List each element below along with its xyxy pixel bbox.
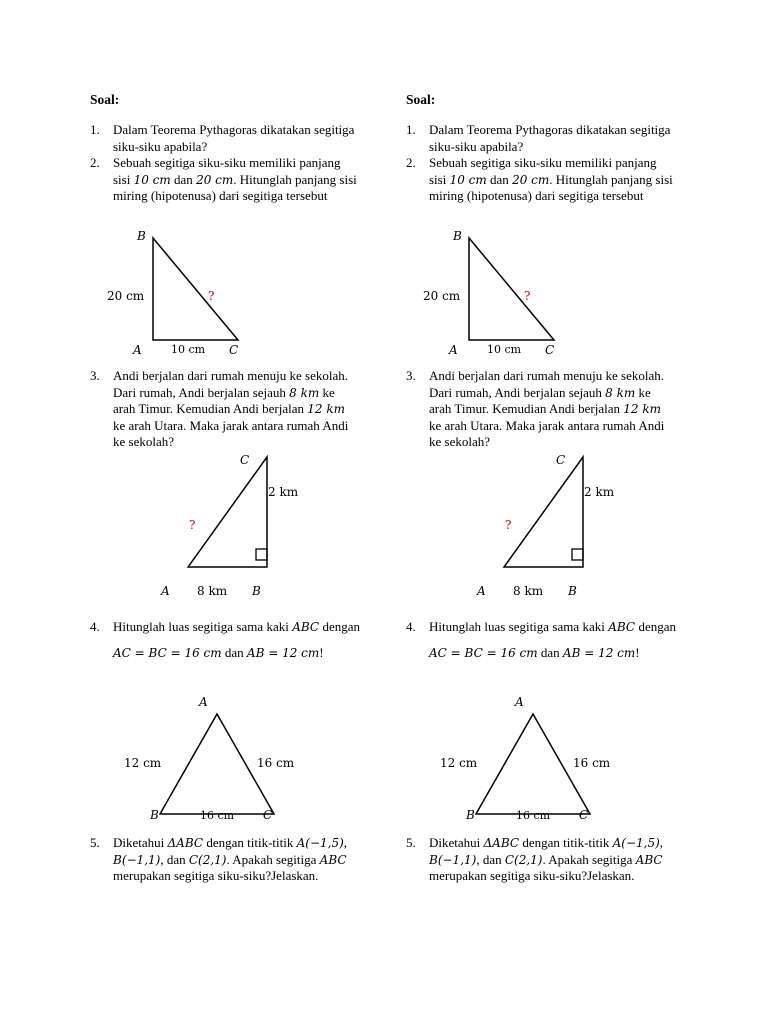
question-number: 3. [406, 368, 416, 383]
side-label-left: 20 cm [423, 289, 461, 303]
vertex-label-b: B [453, 229, 462, 243]
side-label-right: 2 km [584, 485, 615, 499]
vertex-label-a: A [161, 584, 170, 598]
side-label-left: 12 cm [124, 756, 162, 770]
vertex-label-a: A [449, 343, 458, 357]
question-text: Hitunglah luas segitiga sama kaki ABC dengan AC = BC = 16 cm dan AB = 12 cm! [113, 619, 360, 660]
vertex-label-a: A [133, 343, 142, 357]
question-number: 3. [90, 368, 100, 383]
side-label-bottom: 10 cm [487, 343, 522, 356]
vertex-label-c: C [229, 343, 239, 357]
triangle-figure-2 [406, 225, 706, 365]
worksheet-column-left [90, 0, 390, 1024]
question-number: 1. [90, 122, 100, 137]
question-text: Sebuah segitiga siku-siku memiliki panjang sisi 10 cm dan 20 cm. Hitunglah panjang sisi miring (hipotenusa) dari segitiga tersebut [113, 155, 357, 203]
question-number: 1. [406, 122, 416, 137]
question-5 [90, 835, 360, 885]
side-label-bottom: 8 km [197, 584, 228, 598]
triangle-figure-4 [90, 692, 390, 822]
vertex-label-b: B [150, 808, 159, 822]
vertex-label-a: A [515, 695, 524, 709]
vertex-label-c: C [545, 343, 555, 357]
question-1 [90, 122, 360, 155]
question-text: Hitunglah luas segitiga sama kaki ABC dengan AC = BC = 16 cm dan AB = 12 cm! [429, 619, 676, 660]
triangle-figure-4 [406, 692, 706, 822]
triangle-figure-3 [90, 450, 390, 600]
question-number: 2. [406, 155, 416, 170]
question-number: 4. [90, 619, 100, 634]
side-label-bottom: 10 cm [171, 343, 206, 356]
question-2 [90, 155, 360, 205]
vertex-label-c: C [263, 808, 273, 822]
unknown-label: ? [505, 518, 512, 532]
side-label-bottom: 16 cm [200, 809, 235, 822]
vertex-label-b: B [252, 584, 261, 598]
question-1 [406, 122, 676, 155]
heading: Soal: [90, 92, 120, 107]
side-label-left: 12 cm [440, 756, 478, 770]
question-5 [406, 835, 676, 885]
heading: Soal: [406, 92, 436, 107]
side-label-right: 2 km [268, 485, 299, 499]
question-number: 5. [406, 835, 416, 850]
worksheet-column-right [406, 0, 706, 1024]
vertex-label-a: A [199, 695, 208, 709]
question-text: Andi berjalan dari rumah menuju ke sekolah. Dari rumah, Andi berjalan sejauh 8 km ke arah Timur. Kemudian Andi berjalan 12 km ke arah Utara. Maka jarak antara rumah Andi ke sekolah? [429, 368, 665, 449]
side-label-right: 16 cm [573, 756, 611, 770]
question-text: Diketahui ΔABC dengan titik-titik A(−1,5), B(−1,1), dan C(2,1). Apakah segitiga ABC merupakan segitiga siku-siku?Jelaskan. [429, 835, 664, 883]
side-label-bottom: 8 km [513, 584, 544, 598]
vertex-label-a: A [477, 584, 486, 598]
question-number: 4. [406, 619, 416, 634]
side-label-bottom: 16 cm [516, 809, 551, 822]
vertex-label-c: C [556, 453, 566, 467]
question-4 [90, 614, 360, 666]
triangle-figure-3 [406, 450, 706, 600]
vertex-label-c: C [579, 808, 589, 822]
question-3 [90, 368, 360, 451]
question-number: 2. [90, 155, 100, 170]
question-3 [406, 368, 676, 451]
side-label-right: 16 cm [257, 756, 295, 770]
question-number: 5. [90, 835, 100, 850]
vertex-label-b: B [466, 808, 475, 822]
question-text: Dalam Teorema Pythagoras dikatakan segitiga siku-siku apabila? [113, 122, 355, 154]
question-text: Dalam Teorema Pythagoras dikatakan segitiga siku-siku apabila? [429, 122, 671, 154]
triangle-figure-2 [90, 225, 390, 365]
vertex-label-b: B [568, 584, 577, 598]
unknown-label: ? [524, 289, 531, 303]
vertex-label-c: C [240, 453, 250, 467]
question-text: Diketahui ΔABC dengan titik-titik A(−1,5), B(−1,1), dan C(2,1). Apakah segitiga ABC merupakan segitiga siku-siku?Jelaskan. [113, 835, 348, 883]
question-4 [406, 614, 676, 666]
unknown-label: ? [189, 518, 196, 532]
question-text: Sebuah segitiga siku-siku memiliki panjang sisi 10 cm dan 20 cm. Hitunglah panjang sisi miring (hipotenusa) dari segitiga tersebut [429, 155, 673, 203]
unknown-label: ? [208, 289, 215, 303]
side-label-left: 20 cm [107, 289, 145, 303]
vertex-label-b: B [137, 229, 146, 243]
question-text: Andi berjalan dari rumah menuju ke sekolah. Dari rumah, Andi berjalan sejauh 8 km ke arah Timur. Kemudian Andi berjalan 12 km ke arah Utara. Maka jarak antara rumah Andi ke sekolah? [113, 368, 349, 449]
question-2 [406, 155, 676, 205]
